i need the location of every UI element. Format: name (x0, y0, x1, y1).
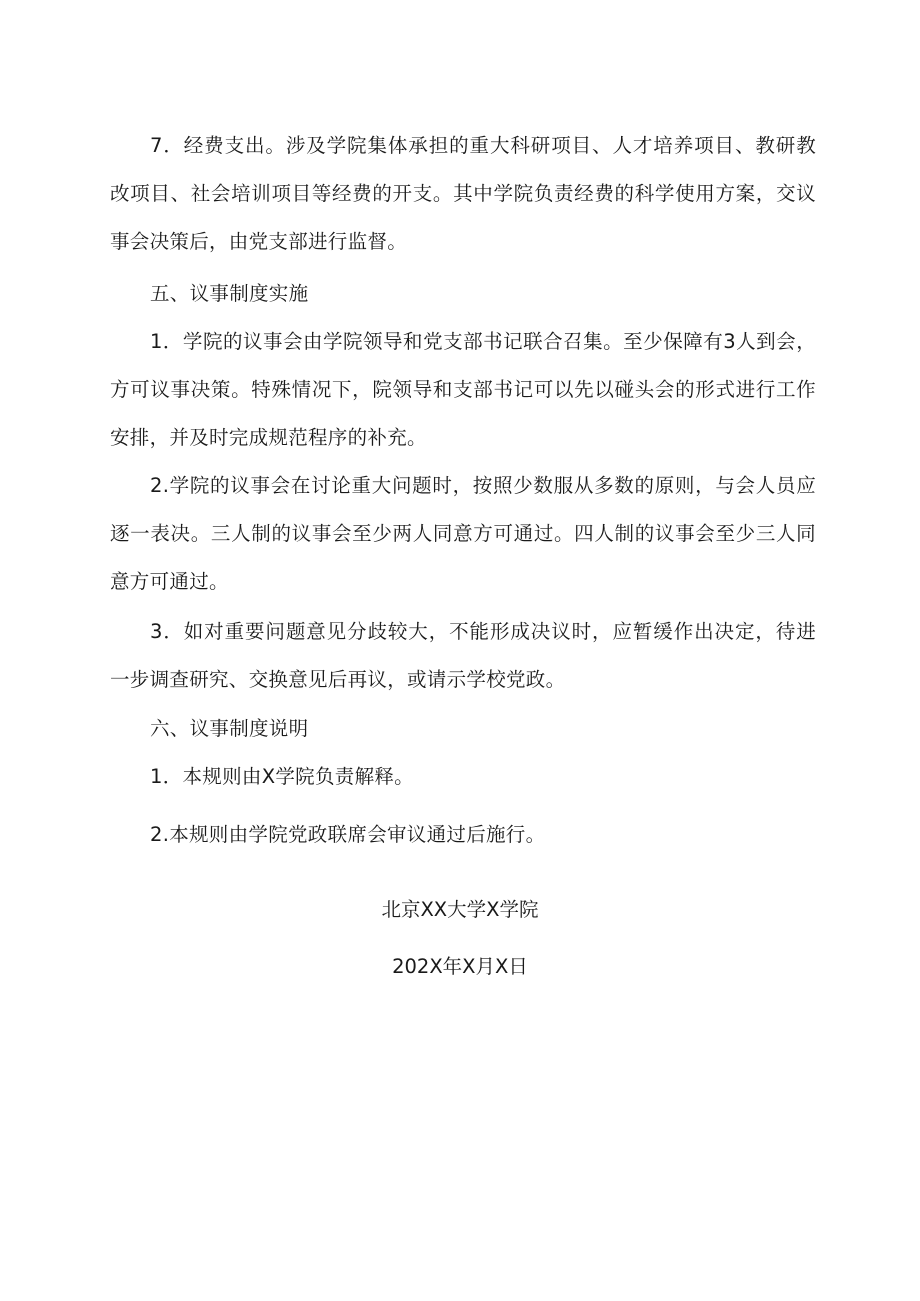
signature-organization: 北京XX大学X学院 (381, 898, 539, 921)
signature-date: 202X年X月X日 (392, 955, 528, 978)
section-5-item-3: 3．如对重要问题意见分歧较大，不能形成决议时，应暂缓作出决定，待进一步调查研究、交换意见后再议，或请示学校党政。 (110, 620, 816, 691)
section-5-heading: 五、议事制度实施 (150, 282, 309, 305)
paragraph-item-7: 7．经费支出。涉及学院集体承担的重大科研项目、人才培养项目、教研教改项目、社会培训项目等经费的开支。其中学院负责经费的科学使用方案，交议事会决策后，由党支部进行监督。 (110, 134, 816, 253)
section-5-item-1: 1．学院的议事会由学院领导和党支部书记联合召集。至少保障有3人到会，方可议事决策。特殊情况下，院领导和支部书记可以先以碰头会的形式进行工作安排，并及时完成规范程序的补充。 (110, 330, 816, 449)
section-6-item-2: 2.本规则由学院党政联席会审议通过后施行。 (150, 823, 546, 846)
section-5-item-2: 2.学院的议事会在讨论重大问题时，按照少数服从多数的原则，与会人员应逐一表决。三人制的议事会至少两人同意方可通过。四人制的议事会至少三人同意方可通过。 (110, 474, 816, 593)
section-6-heading: 六、议事制度说明 (150, 717, 309, 740)
section-6-item-1: 1．本规则由X学院负责解释。 (150, 765, 414, 788)
